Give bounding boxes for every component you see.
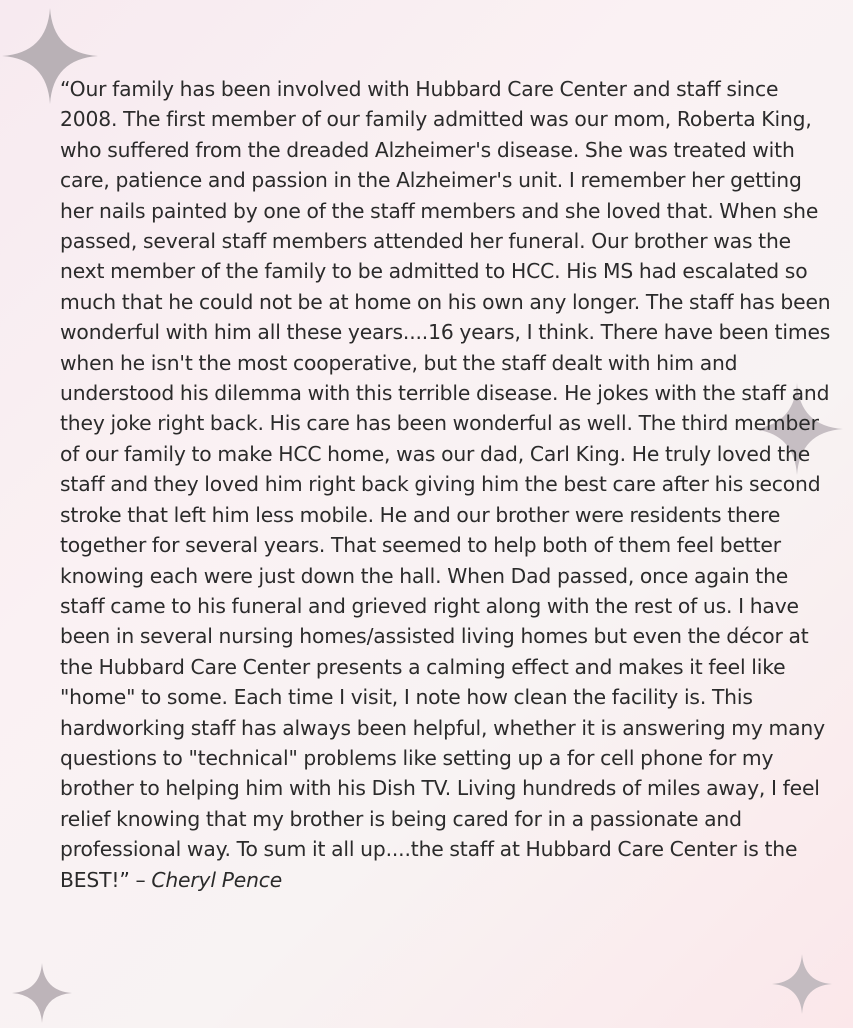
sparkle-icon [772, 954, 832, 1014]
quote-text: “Our family has been involved with Hubbard Care Center and staff since 2008. The first member of our family admitted was our mom, Roberta King, who suffered from the dreaded Alzheimer's disease. She was treated with care, patience and passion in the Alzheimer's unit. I remember her getting her nails painted by one of the staff members and she loved that. When she passed, several staff members attended her funeral. Our brother was the next member of the family to be admitted to HCC. His MS had escalated so much that he could not be at home on his own any longer. The staff has been wonderful with him all these years....16 years, I think. There have been times when he isn't the most cooperative, but the staff dealt with him and understood his dilemma with this terrible disease. He jokes with the staff and they joke right back. His care has been wonderful as well. The third member of our family to make HCC home, was our dad, Carl King. He truly loved the staff and they loved him right back giving him the best care after his second stroke that left him less mobile. He and our brother were residents there together for several years. That seemed to help both of them feel better knowing each were just down the hall. When Dad passed, once again the staff came to his funeral and grieved right along with the rest of us. I have been in several nursing homes/assisted living homes but even the décor at the Hubbard Care Center presents a calming effect and makes it feel like "home" to some. Each time I visit, I note how clean the facility is. This hardworking staff has always been helpful, whether it is answering my many questions to "technical" problems like setting up a for cell phone for my brother to helping him with his Dish TV. Living hundreds of miles away, I feel relief knowing that my brother is being cared for in a passionate and professional way. To sum it all up....the staff at Hubbard Care Center is the BEST!” [60, 77, 831, 892]
testimonial-block [60, 74, 835, 895]
sparkle-icon [12, 963, 72, 1023]
attribution-dash: – [129, 867, 152, 892]
testimonial-quote [60, 74, 835, 895]
author-name: Cheryl Pence [151, 867, 283, 892]
